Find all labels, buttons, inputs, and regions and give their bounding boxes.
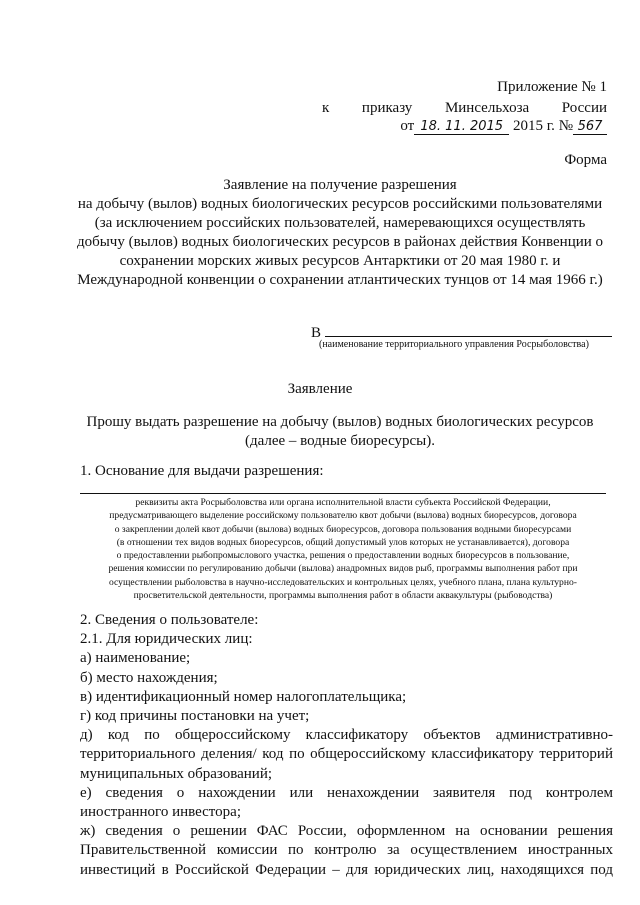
date-prefix: от: [400, 118, 415, 134]
title-line: добычу (вылов) водных биологических ресурсов в районах действия Конвенции о: [76, 234, 604, 250]
caption-line: о закреплении долей квот добычи (вылова) водных биоресурсов, договора пользования водными биоресурсами: [114, 523, 572, 535]
section2-line: в) идентификационный номер налогоплательщика;: [80, 688, 407, 705]
section2-line: территориального деления/ код по общероссийскому классификатору территорий: [80, 746, 613, 763]
number-prefix: №: [558, 118, 573, 134]
title-line: сохранении морских живых ресурсов Антарктики от 20 мая 1980 г. и: [119, 253, 561, 269]
request-text: [60, 413, 620, 451]
section2-line: е) сведения о нахождении или ненахождении заявителя под контролем: [80, 784, 613, 801]
order-reference: [322, 100, 607, 117]
appendix-label: Приложение № 1: [497, 79, 607, 95]
addressee-caption: (наименование территориального управления Росрыболовства): [319, 339, 589, 350]
order-date-line: [400, 118, 607, 135]
order-year: 2015 г.: [512, 118, 555, 134]
section1-title: 1. Основание для выдачи разрешения:: [80, 463, 324, 479]
order-word: России: [561, 100, 608, 116]
section2-line: г) код причины постановки на учет;: [80, 708, 310, 725]
title-line: Заявление на получение разрешения: [223, 177, 457, 193]
title-line: (за исключением российских пользователей, намеревающихся осуществлять: [94, 215, 586, 231]
caption-line: (в отношении тех видов водных биоресурсов, общий допустимый улов которых не устанавливается), договора: [116, 536, 570, 548]
section2-line: б) место нахождения;: [80, 669, 218, 686]
caption-line: решения комиссии по регулированию добычи (вылова) анадромных видов рыб, программы выполнения работ при: [108, 563, 578, 575]
section1-caption: [80, 496, 606, 602]
caption-line: осуществлении рыболовства в научно-исследовательских и контрольных целях, учебного плана, плана культурно-: [109, 576, 577, 588]
section2-body: [80, 611, 613, 880]
title-line: Международной конвенции о сохранении атлантических тунцов от 14 мая 1966 г.): [77, 272, 603, 288]
section2-line: муниципальных образований;: [80, 765, 273, 782]
section2-line: 2.1. Для юридических лиц:: [80, 631, 253, 648]
statement-heading: Заявление: [287, 381, 353, 397]
form-label: Форма: [564, 152, 607, 168]
handwritten-date: 18. 11. 2015: [414, 120, 509, 135]
section2-line: инвестиций в Российской Федерации – для юридических лиц, находящихся под: [80, 861, 613, 878]
document-title: [60, 176, 620, 290]
section2-line: ж) сведения о решении ФАС России, оформленном на основании решения: [80, 823, 613, 840]
caption-line: о предоставлении рыбопромыслового участка, решения о предоставлении водных биоресурсов в пользование,: [116, 550, 570, 562]
section2-line: д) код по общероссийскому классификатору объектов административно-: [80, 727, 613, 744]
caption-line: просветительской деятельности, программы выполнения работ в области аквакультуры (рыбоводства): [133, 590, 553, 602]
order-word: к: [322, 100, 330, 116]
caption-line: предусматривающего выделение российскому пользователю квот добычи (вылова) водных биоресурсов, договора: [109, 510, 577, 522]
section2-line: Правительственной комиссии по контролю за осуществлением иностранных: [80, 842, 613, 859]
title-line: на добычу (вылов) водных биологических ресурсов российскими пользователями: [77, 196, 603, 212]
order-word: Минсельхоза: [444, 100, 530, 116]
request-line: (далее – водные биоресурсы).: [244, 433, 436, 449]
handwritten-number: 567: [573, 120, 607, 135]
addressee-prefix: В: [311, 325, 322, 341]
request-line: Прошу выдать разрешение на добычу (вылов) водных биологических ресурсов: [86, 414, 594, 430]
addressee-blank[interactable]: [325, 322, 612, 337]
section2-line: иностранного инвестора;: [80, 804, 241, 821]
order-word: приказу: [361, 100, 413, 116]
section2-line: 2. Сведения о пользователе:: [80, 612, 259, 628]
section1-blank-line[interactable]: [80, 493, 606, 494]
section2-line: а) наименование;: [80, 650, 191, 667]
caption-line: реквизиты акта Росрыболовства или органа исполнительной власти субъекта Российской Федерации,: [135, 497, 551, 508]
